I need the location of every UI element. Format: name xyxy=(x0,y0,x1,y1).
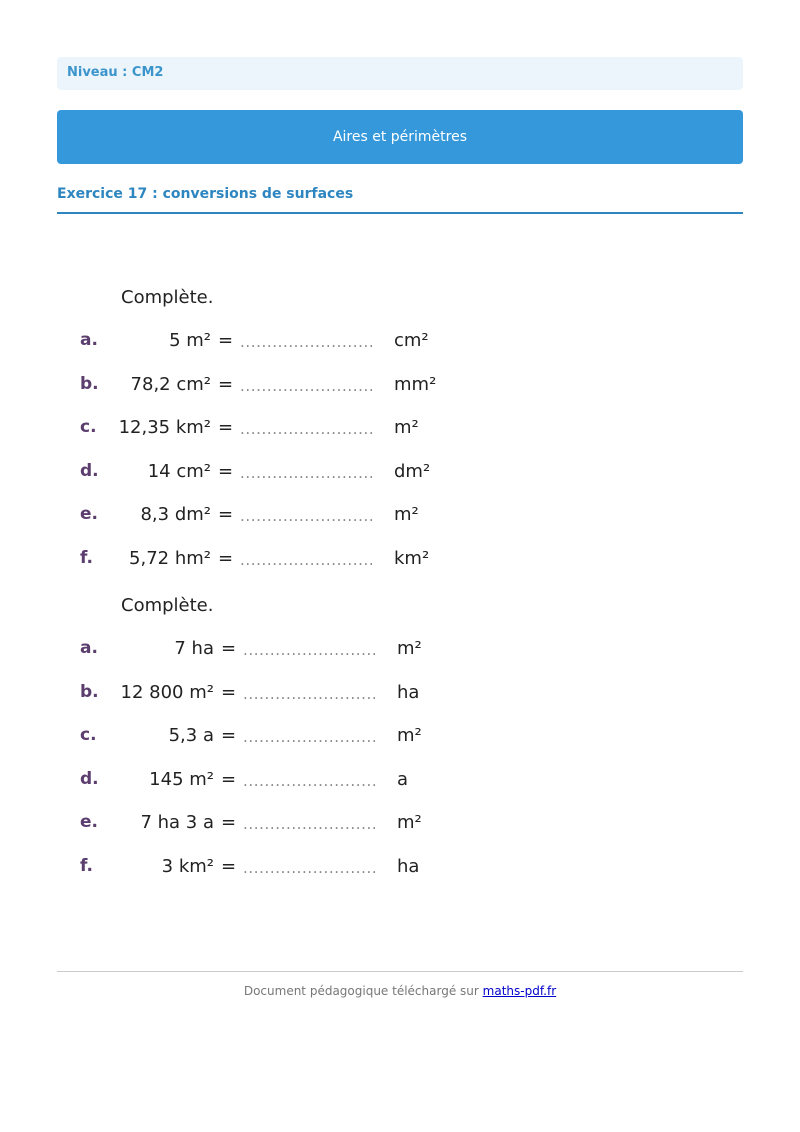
page-title-text: Aires et périmètres xyxy=(332,129,468,145)
item-quantity: 5,72 hm² xyxy=(129,548,211,569)
answer-blank[interactable]: ......................... xyxy=(243,815,378,834)
item-quantity: 7 ha 3 a xyxy=(140,812,214,834)
exercise-row xyxy=(0,638,800,668)
item-letter: f. xyxy=(80,856,93,876)
exercise-row xyxy=(0,812,800,842)
item-letter: b. xyxy=(80,681,99,702)
answer-blank[interactable]: ......................... xyxy=(240,333,375,351)
target-unit: m² xyxy=(397,638,422,659)
exercise-row xyxy=(0,548,800,578)
instruction: Complète. xyxy=(121,287,214,308)
answer-blank[interactable]: ......................... xyxy=(240,376,375,395)
item-letter: c. xyxy=(80,417,97,438)
equals-sign: = xyxy=(218,548,234,569)
footer-text: Document pédagogique téléchargé sur xyxy=(243,984,479,998)
item-quantity: 12 800 m² xyxy=(120,681,214,703)
equals-sign: = xyxy=(221,638,237,659)
footer-divider xyxy=(57,971,743,972)
equals-sign: = xyxy=(218,373,234,395)
item-letter: d. xyxy=(80,768,99,789)
item-letter: e. xyxy=(80,812,98,833)
item-quantity: 5 m² xyxy=(169,330,211,351)
page-title xyxy=(57,110,743,164)
target-unit: ha xyxy=(397,681,420,703)
item-letter: b. xyxy=(80,373,99,394)
equals-sign: = xyxy=(221,856,237,877)
target-unit: ha xyxy=(397,856,420,877)
target-unit: m² xyxy=(397,812,422,834)
answer-blank[interactable]: ......................... xyxy=(243,641,378,659)
equals-sign: = xyxy=(218,504,234,526)
answer-blank[interactable]: ......................... xyxy=(243,728,378,747)
equals-sign: = xyxy=(218,460,234,482)
item-quantity: 5,3 a xyxy=(168,725,214,747)
exercise-row xyxy=(0,461,800,491)
exercise-row xyxy=(0,330,800,360)
target-unit: m² xyxy=(397,725,422,747)
equals-sign: = xyxy=(221,812,237,834)
exercise-title: Exercice 17 : conversions de surfaces xyxy=(57,186,743,214)
answer-blank[interactable]: ......................... xyxy=(240,420,375,439)
item-letter: d. xyxy=(80,460,99,481)
equals-sign: = xyxy=(221,768,237,790)
target-unit: dm² xyxy=(394,460,431,482)
equals-sign: = xyxy=(218,417,234,439)
exercise-row xyxy=(0,504,800,534)
footer xyxy=(0,984,800,998)
item-letter: a. xyxy=(80,638,98,658)
equals-sign: = xyxy=(218,330,234,351)
item-quantity: 12,35 km² xyxy=(118,417,211,439)
item-quantity: 8,3 dm² xyxy=(140,504,211,526)
target-unit: m² xyxy=(394,504,419,526)
exercise-row xyxy=(0,769,800,799)
equals-sign: = xyxy=(221,681,237,703)
footer-link[interactable]: maths-pdf.fr xyxy=(482,984,557,998)
answer-blank[interactable]: ......................... xyxy=(240,551,375,569)
level-label: Niveau : CM2 xyxy=(57,57,743,90)
equals-sign: = xyxy=(221,725,237,747)
target-unit: mm² xyxy=(394,373,437,395)
answer-blank[interactable]: ......................... xyxy=(240,507,375,526)
item-letter: a. xyxy=(80,330,98,350)
answer-blank[interactable]: ......................... xyxy=(243,771,378,790)
item-quantity: 14 cm² xyxy=(147,460,211,482)
target-unit: m² xyxy=(394,417,419,439)
item-letter: f. xyxy=(80,548,93,568)
item-letter: c. xyxy=(80,725,97,746)
target-unit: a xyxy=(397,768,409,790)
exercise-row xyxy=(0,682,800,712)
target-unit: cm² xyxy=(394,330,429,351)
instruction: Complète. xyxy=(121,595,214,616)
item-quantity: 78,2 cm² xyxy=(130,373,211,395)
exercise-row xyxy=(0,856,800,886)
answer-blank[interactable]: ......................... xyxy=(243,684,378,703)
item-quantity: 3 km² xyxy=(161,856,214,877)
exercise-row xyxy=(0,725,800,755)
answer-blank[interactable]: ......................... xyxy=(240,463,375,482)
target-unit: km² xyxy=(394,548,430,569)
exercise-row xyxy=(0,417,800,447)
item-letter: e. xyxy=(80,504,98,525)
item-quantity: 7 ha xyxy=(174,638,214,659)
item-quantity: 145 m² xyxy=(149,768,214,790)
answer-blank[interactable]: ......................... xyxy=(243,859,378,877)
exercise-row xyxy=(0,374,800,404)
